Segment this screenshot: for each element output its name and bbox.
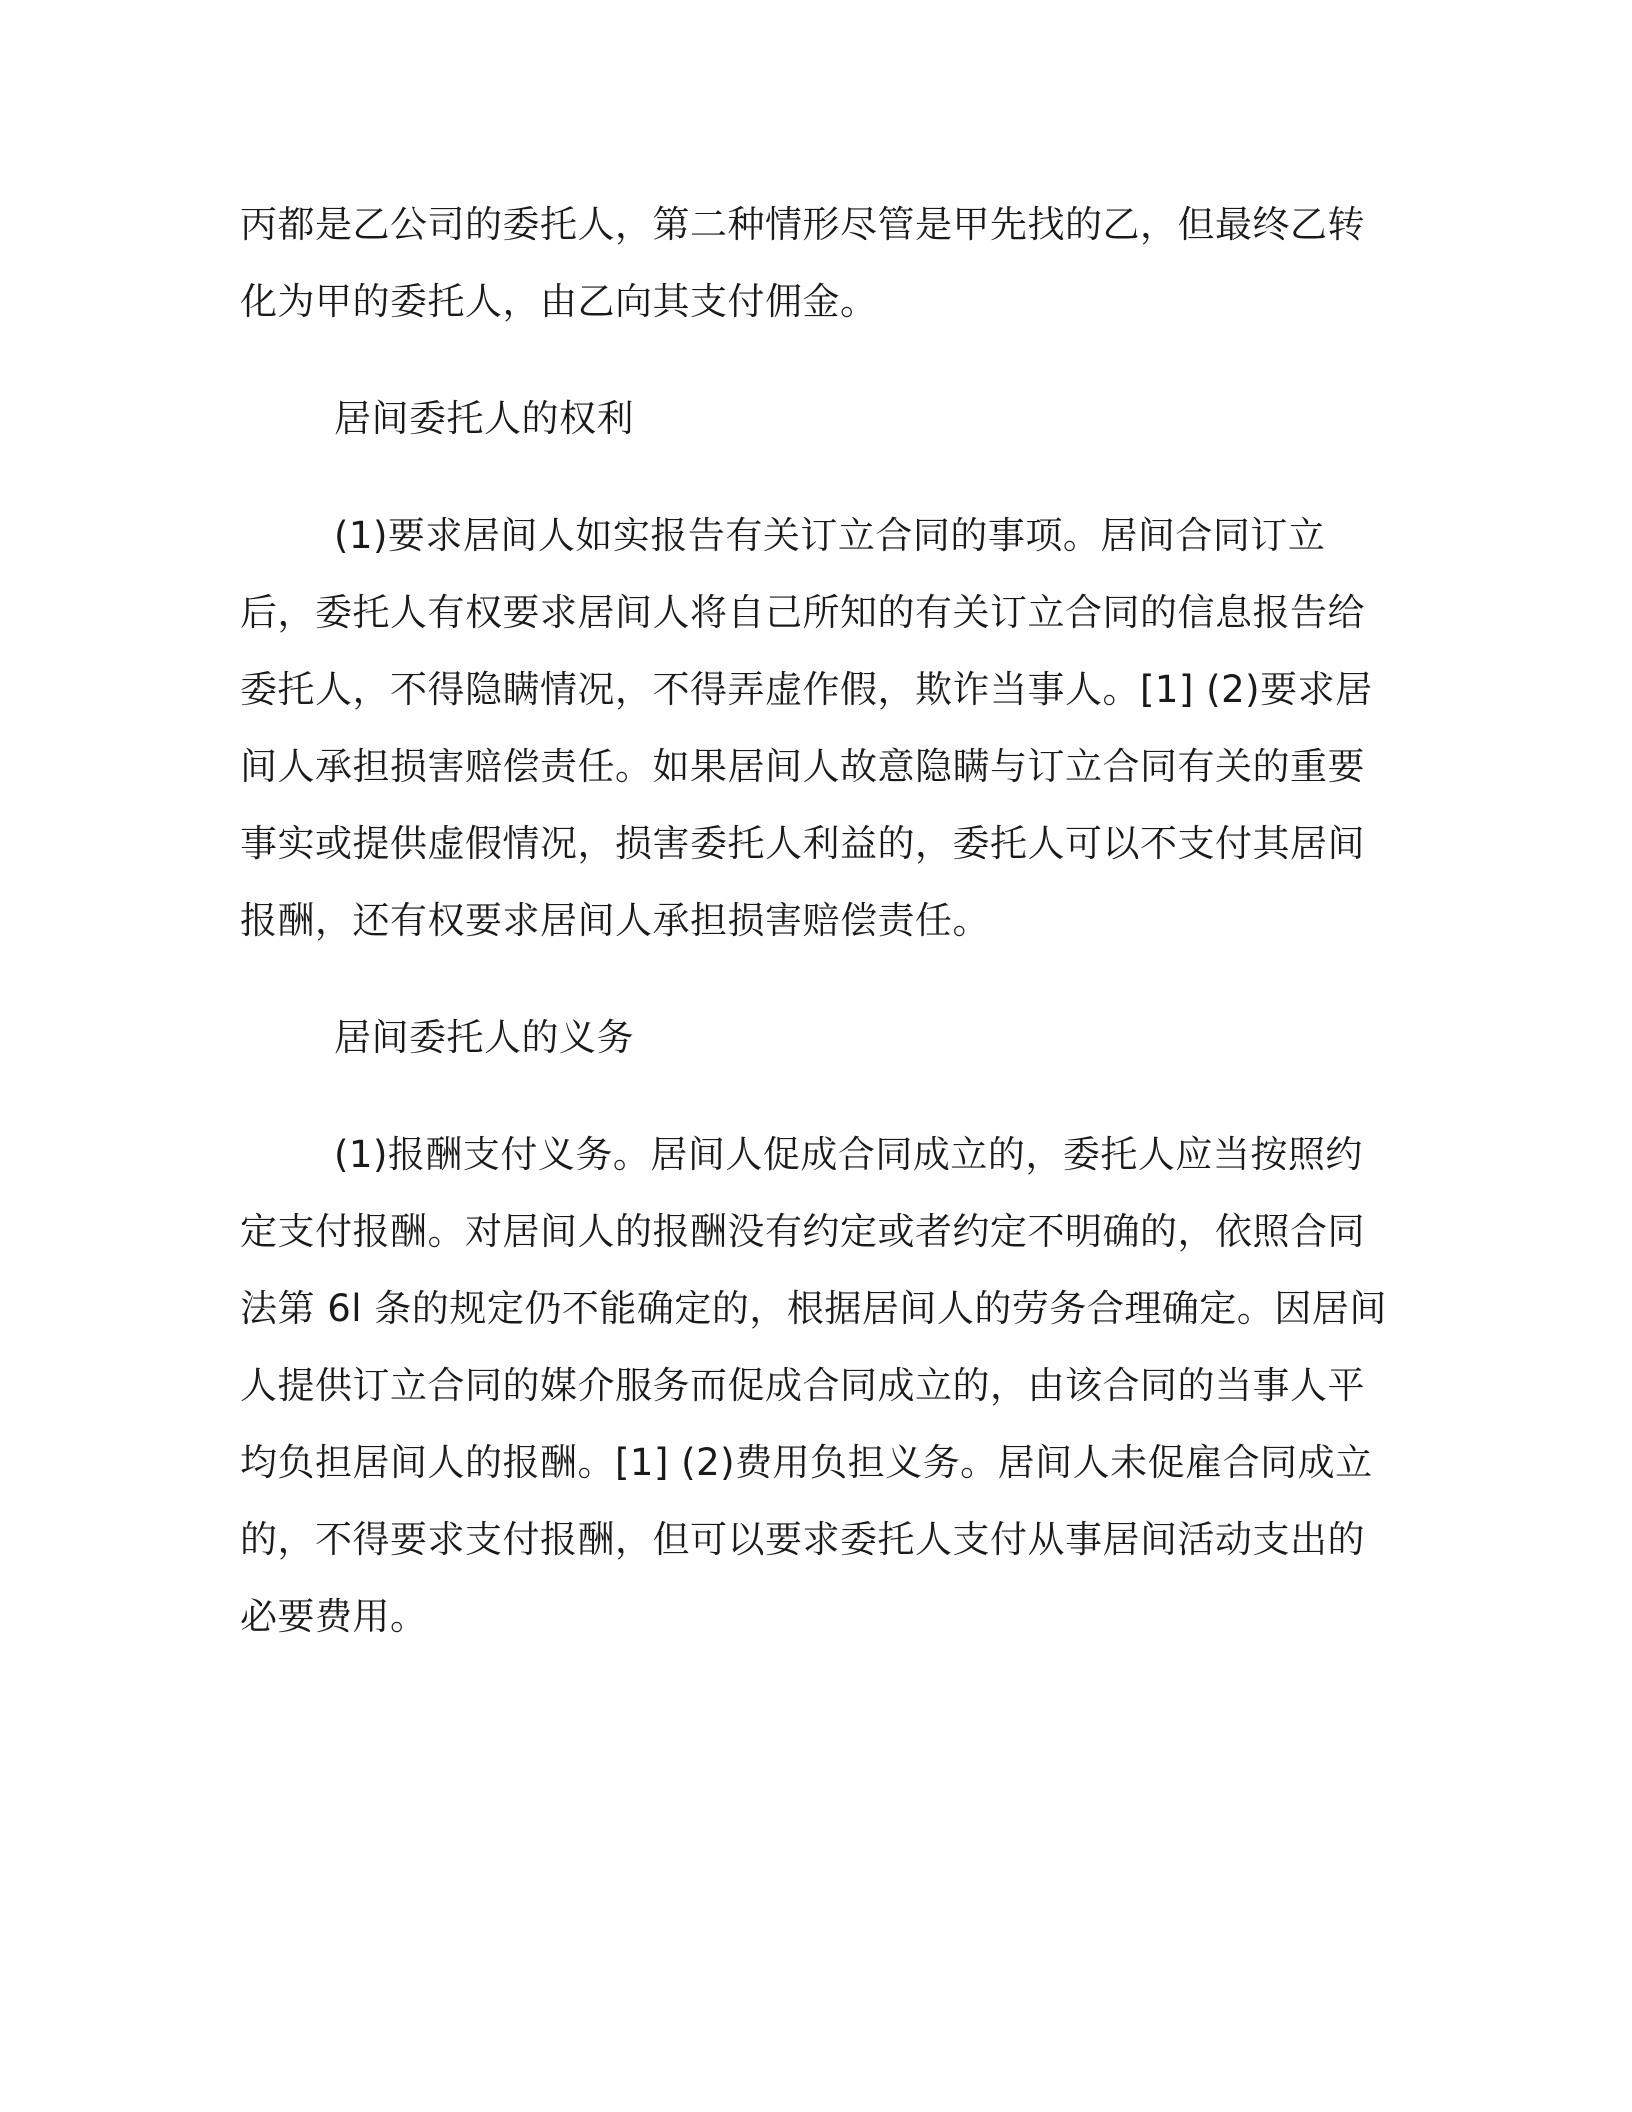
- paragraph-spacer: [240, 1076, 1390, 1116]
- section-heading-rights: 居间委托人的权利: [334, 397, 634, 440]
- paragraph-spacer: [240, 340, 1390, 380]
- document-body: [240, 186, 1390, 1655]
- section-heading-duties: 居间委托人的义务: [334, 1016, 634, 1059]
- paragraph-spacer: [240, 959, 1390, 999]
- paragraph-rights: (1)要求居间人如实报告有关订立合同的事项。居间合同订立后，委托人有权要求居间人将自己所知的有关订立合同的信息报告给委托人，不得隐瞒情况，不得弄虚作假，欺诈当事人。[1] (2)要求居间人承担损害赔偿责任。如果居间人故意隐瞒与订立合同有关的重要事实或提供虚假情况，损害委托人利益的，委托人可以不支付其居间报酬，还有权要求居间人承担损害赔偿责任。: [240, 514, 1373, 942]
- paragraph-intro: 丙都是乙公司的委托人，第二种情形尽管是甲先找的乙，但最终乙转化为甲的委托人，由乙向其支付佣金。: [240, 203, 1365, 323]
- paragraph-spacer: [240, 457, 1390, 497]
- paragraph-duties: (1)报酬支付义务。居间人促成合同成立的，委托人应当按照约定支付报酬。对居间人的报酬没有约定或者约定不明确的，依照合同法第 6l 条的规定仍不能确定的，根据居间人的劳务合理确定。因居间人提供订立合同的媒介服务而促成合同成立的，由该合同的当事人平均负担居间人的报酬。[1] (2)费用负担义务。居间人未促雇合同成立的，不得要求支付报酬，但可以要求委托人支付从事居间活动支出的必要费用。: [240, 1133, 1387, 1638]
